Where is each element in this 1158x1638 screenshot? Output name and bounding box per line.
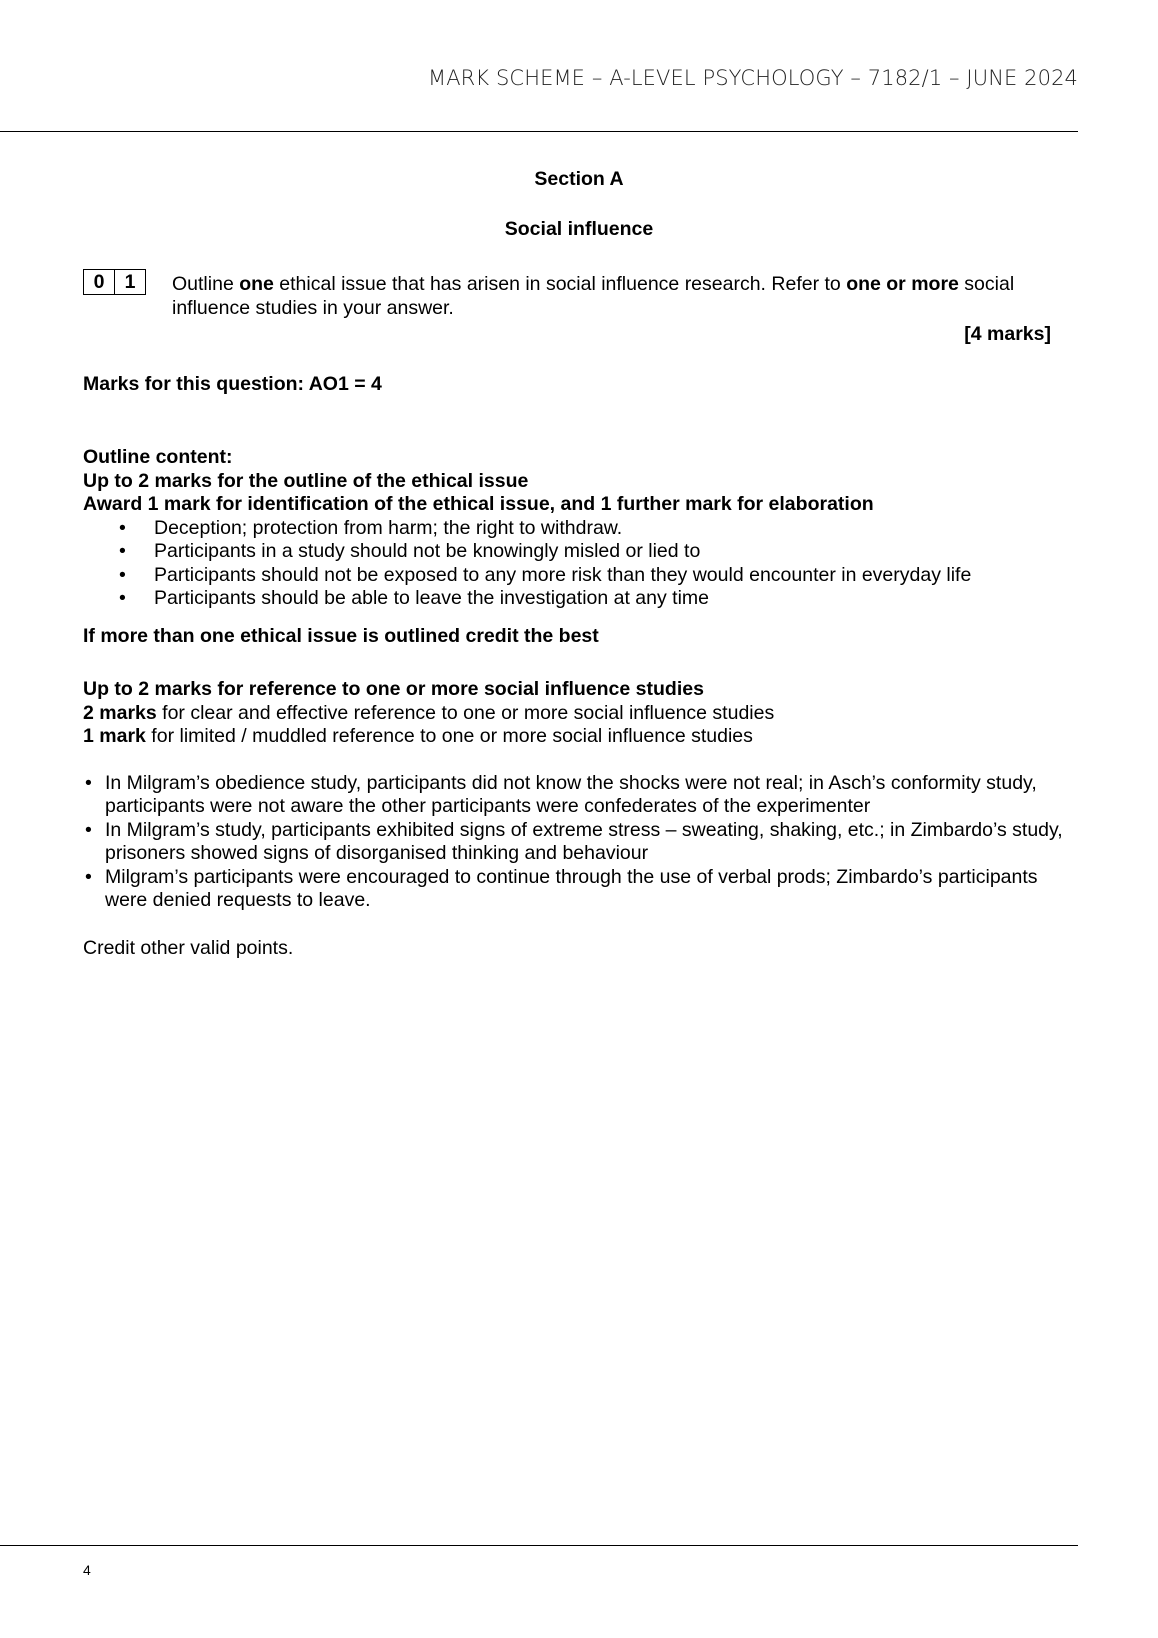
outline-section — [83, 446, 1083, 648]
level-text: for clear and effective reference to one or more social influence studies — [156, 701, 775, 724]
level-2 — [83, 702, 1083, 726]
outline-bullets — [83, 517, 1083, 611]
level-label: 1 mark — [83, 725, 146, 747]
text-run-bold: one or more — [846, 273, 959, 295]
topic-title: Social influence — [504, 218, 654, 240]
list-item: • Participants in a study should not be knowingly misled or lied to — [83, 540, 1083, 564]
list-item: • Milgram’s participants were encouraged to continue through the use of verbal prods; Zimbardo’s participants were denied requests to leave. — [83, 866, 1083, 913]
text-run-bold: one — [239, 273, 274, 295]
reference-bullets — [83, 772, 1083, 913]
question-marks: [4 marks] — [964, 323, 1051, 345]
header-rule — [0, 131, 1078, 132]
outline-heading: Outline content: — [83, 446, 233, 468]
reference-heading: Up to 2 marks for reference to one or more social influence studies — [83, 678, 704, 700]
list-item: • Participants should not be exposed to any more risk than they would encounter in everyday life — [83, 564, 1083, 588]
credit-note: Credit other valid points. — [83, 936, 294, 959]
question-digit: 0 — [93, 271, 105, 293]
question-digit: 1 — [114, 270, 145, 294]
level-label: 2 marks — [83, 701, 157, 724]
footer-rule — [0, 1545, 1078, 1546]
text-run: ethical issue that has arisen in social influence research. Refer to — [273, 273, 847, 295]
text-run: social influence studies in your answer. — [172, 273, 1015, 319]
list-item: • Deception; protection from harm; the right to withdraw. — [83, 517, 1083, 541]
outline-subheading: Up to 2 marks for the outline of the ethical issue — [83, 469, 529, 492]
document-header: MARK SCHEME – A-LEVEL PSYCHOLOGY – 7182/1 – JUNE 2024 — [427, 66, 1078, 90]
outline-award: Award 1 mark for identification of the ethical issue, and 1 further mark for elaboration — [83, 493, 874, 515]
outline-note: If more than one ethical issue is outlined credit the best — [83, 624, 599, 647]
list-item: • In Milgram’s obedience study, participants did not know the shocks were not real; in Asch’s conformity study, participants were not aware the other participants were confederates of the experimenter — [83, 772, 1083, 819]
question-text — [172, 272, 1072, 320]
list-item: • Participants should be able to leave the investigation at any time — [83, 587, 1083, 611]
section-title: Section A — [534, 168, 624, 190]
text-run: Outline — [172, 273, 240, 295]
level-text: for limited / muddled reference to one or more social influence studies — [145, 725, 753, 747]
level-1 — [83, 725, 1083, 749]
page-number: 4 — [83, 1562, 91, 1578]
marks-allocation: Marks for this question: AO1 = 4 — [83, 373, 382, 395]
reference-section — [83, 678, 1083, 960]
question-number-box — [83, 269, 146, 295]
list-item: • In Milgram’s study, participants exhibited signs of extreme stress – sweating, shaking, etc.; in Zimbardo’s study, prisoners showed signs of disorganised thinking and behaviour — [83, 819, 1083, 866]
